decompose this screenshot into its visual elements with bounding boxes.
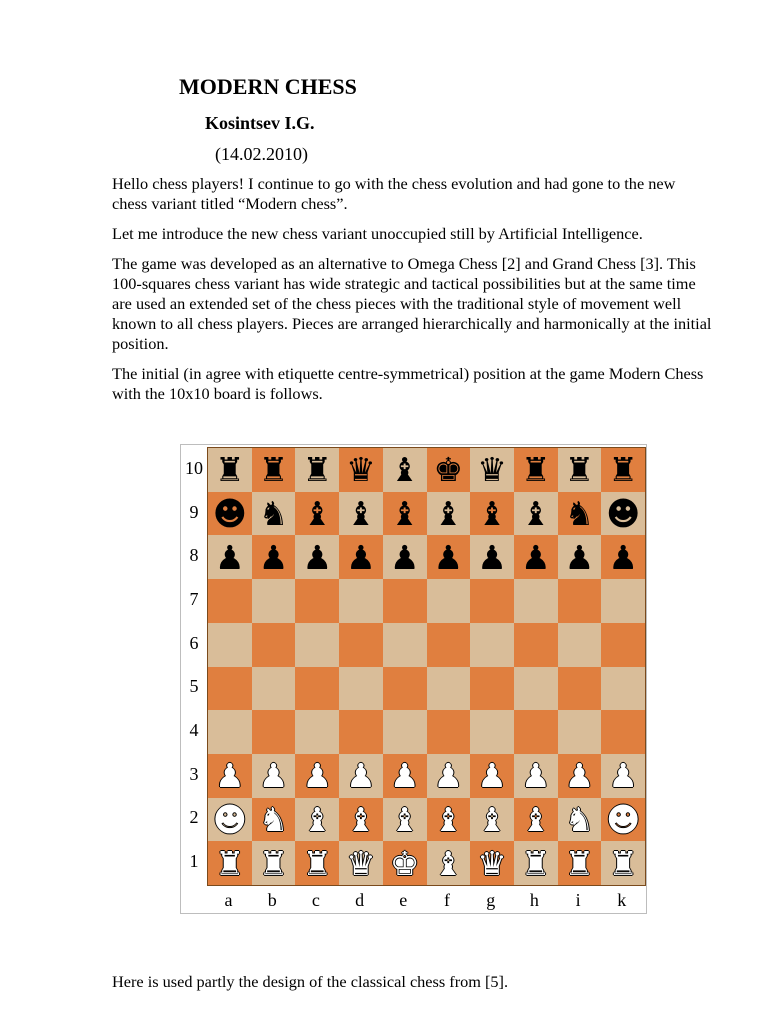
document-title: MODERN CHESS	[179, 74, 357, 99]
document-date: (14.02.2010)	[215, 144, 308, 164]
rank-label: 8	[189, 545, 199, 566]
black-chancellor-icon: ♜	[258, 450, 289, 490]
white-pawn-icon: ♟	[346, 756, 376, 796]
file-label: f	[444, 890, 450, 910]
square-k8[interactable]	[601, 535, 645, 579]
square-c8[interactable]	[295, 535, 339, 579]
square-a7[interactable]	[208, 579, 252, 623]
white-bishop-icon: ♝	[520, 799, 551, 839]
square-g5[interactable]	[470, 667, 514, 711]
square-c10[interactable]	[295, 448, 339, 492]
square-h4[interactable]	[514, 710, 558, 754]
white-chancellor-icon: ♜	[564, 843, 595, 883]
white-fool-icon: ☻	[605, 799, 641, 839]
square-b7[interactable]	[252, 579, 296, 623]
square-b1[interactable]	[252, 841, 296, 885]
black-pawn-icon: ♟	[215, 537, 245, 577]
square-e3[interactable]	[383, 754, 427, 798]
square-h2[interactable]	[514, 798, 558, 842]
square-c2[interactable]	[295, 798, 339, 842]
square-g10[interactable]	[470, 448, 514, 492]
square-d3[interactable]	[339, 754, 383, 798]
white-pawn-icon: ♟	[564, 756, 595, 796]
square-i2[interactable]	[558, 798, 602, 842]
square-b6[interactable]	[252, 623, 296, 667]
white-rook-icon: ♜	[302, 843, 333, 883]
white-rook-icon: ♜	[520, 843, 551, 883]
square-b3[interactable]	[252, 754, 296, 798]
square-h7[interactable]	[514, 579, 558, 623]
square-a9[interactable]	[208, 492, 252, 536]
square-e1[interactable]	[383, 841, 427, 885]
white-queen-icon: ♛	[477, 843, 507, 883]
square-e5[interactable]	[383, 667, 427, 711]
paragraph-initial-position: The initial (in agree with etiquette centre-symmetrical) position at the game Modern Chess with the 10x10 board is follows.	[112, 364, 704, 403]
square-f7[interactable]	[427, 579, 471, 623]
square-f8[interactable]	[427, 535, 471, 579]
black-pawn-icon: ♟	[433, 537, 464, 577]
square-f10[interactable]	[427, 448, 471, 492]
white-chancellor-icon: ♜	[258, 843, 289, 883]
square-c6[interactable]	[295, 623, 339, 667]
square-c1[interactable]	[295, 841, 339, 885]
author-name: Kosintsev I.G.	[205, 113, 315, 133]
square-h5[interactable]	[514, 667, 558, 711]
square-c7[interactable]	[295, 579, 339, 623]
black-rook-icon: ♜	[520, 450, 551, 490]
square-h1[interactable]	[514, 841, 558, 885]
white-knight-icon: ♞	[258, 799, 289, 839]
white-pawn-icon: ♟	[389, 756, 420, 796]
white-archbishop-icon: ♝	[346, 799, 376, 839]
square-a1[interactable]	[208, 841, 252, 885]
black-pawn-icon: ♟	[477, 537, 507, 577]
square-b10[interactable]	[252, 448, 296, 492]
black-queen-icon: ♛	[477, 450, 507, 490]
square-d10[interactable]	[339, 448, 383, 492]
square-e9[interactable]	[383, 492, 427, 536]
square-k4[interactable]	[601, 710, 645, 754]
rank-label: 6	[189, 632, 199, 653]
black-bishop-icon: ♝	[520, 494, 551, 534]
black-archbishop-icon: ♝	[477, 494, 507, 534]
black-bishop-icon: ♝	[302, 494, 333, 534]
file-label: d	[355, 890, 365, 910]
rank-label: 2	[189, 807, 199, 828]
square-b8[interactable]	[252, 535, 296, 579]
white-pawn-icon: ♟	[302, 756, 333, 796]
square-k1[interactable]	[601, 841, 645, 885]
square-d2[interactable]	[339, 798, 383, 842]
paragraph-introduce: Let me introduce the new chess variant unoccupied still by Artificial Intelligence.	[112, 224, 643, 243]
white-pawn-icon: ♟	[477, 756, 507, 796]
black-rook-icon: ♜	[215, 450, 245, 490]
file-label: h	[529, 890, 539, 910]
white-bishop-icon: ♝	[302, 799, 333, 839]
square-i3[interactable]	[558, 754, 602, 798]
square-d7[interactable]	[339, 579, 383, 623]
black-pawn-icon: ♟	[258, 537, 289, 577]
square-i8[interactable]	[558, 535, 602, 579]
square-i4[interactable]	[558, 710, 602, 754]
black-king-icon: ♚	[433, 450, 464, 490]
square-e2[interactable]	[383, 798, 427, 842]
black-pawn-icon: ♟	[520, 537, 551, 577]
file-label: k	[617, 890, 627, 910]
black-archbishop-icon: ♝	[346, 494, 376, 534]
black-knight-icon: ♞	[564, 494, 595, 534]
square-k6[interactable]	[601, 623, 645, 667]
rank-label: 4	[189, 720, 199, 741]
square-c5[interactable]	[295, 667, 339, 711]
square-d5[interactable]	[339, 667, 383, 711]
file-label: i	[575, 890, 581, 910]
black-pawn-icon: ♟	[389, 537, 420, 577]
file-label: a	[224, 890, 233, 910]
square-i5[interactable]	[558, 667, 602, 711]
square-a5[interactable]	[208, 667, 252, 711]
chess-board	[207, 447, 646, 886]
square-f9[interactable]	[427, 492, 471, 536]
square-h3[interactable]	[514, 754, 558, 798]
square-a10[interactable]	[208, 448, 252, 492]
rank-label: 7	[189, 588, 199, 609]
white-pawn-icon: ♟	[433, 756, 464, 796]
paragraph-footer: Here is used partly the design of the classical chess from [5].	[112, 972, 509, 991]
square-k5[interactable]	[601, 667, 645, 711]
square-b2[interactable]	[252, 798, 296, 842]
white-pawn-icon: ♟	[215, 756, 245, 796]
white-queen-icon: ♛	[346, 843, 376, 883]
white-rook-icon: ♜	[215, 843, 245, 883]
square-e4[interactable]	[383, 710, 427, 754]
square-g9[interactable]	[470, 492, 514, 536]
white-wizard-icon: ♝	[389, 799, 420, 839]
square-e7[interactable]	[383, 579, 427, 623]
file-label: c	[311, 890, 320, 910]
square-i10[interactable]	[558, 448, 602, 492]
square-c3[interactable]	[295, 754, 339, 798]
white-fool-icon: ☻	[212, 799, 248, 839]
black-pawn-icon: ♟	[564, 537, 595, 577]
square-a3[interactable]	[208, 754, 252, 798]
square-e6[interactable]	[383, 623, 427, 667]
black-knight-icon: ♞	[258, 494, 289, 534]
square-a6[interactable]	[208, 623, 252, 667]
square-c9[interactable]	[295, 492, 339, 536]
square-d6[interactable]	[339, 623, 383, 667]
file-label: b	[267, 890, 277, 910]
black-rook-icon: ♜	[302, 450, 333, 490]
black-fool-icon: ☻	[605, 494, 641, 534]
black-chancellor-icon: ♜	[564, 450, 595, 490]
square-k7[interactable]	[601, 579, 645, 623]
square-i9[interactable]	[558, 492, 602, 536]
black-rook-icon: ♜	[608, 450, 638, 490]
square-h9[interactable]	[514, 492, 558, 536]
white-pawn-icon: ♟	[258, 756, 289, 796]
square-e10[interactable]	[383, 448, 427, 492]
square-g6[interactable]	[470, 623, 514, 667]
file-label: e	[399, 890, 408, 910]
rank-label: 5	[189, 676, 199, 697]
square-c4[interactable]	[295, 710, 339, 754]
black-pawn-icon: ♟	[346, 537, 376, 577]
square-b9[interactable]	[252, 492, 296, 536]
black-pawn-icon: ♟	[302, 537, 333, 577]
file-label: g	[486, 890, 496, 910]
black-fool-icon: ☻	[212, 494, 248, 534]
square-g1[interactable]	[470, 841, 514, 885]
square-k3[interactable]	[601, 754, 645, 798]
square-i1[interactable]	[558, 841, 602, 885]
square-h6[interactable]	[514, 623, 558, 667]
square-g2[interactable]	[470, 798, 514, 842]
square-a2[interactable]	[208, 798, 252, 842]
white-bishop-mitre-icon: ♝	[433, 843, 464, 883]
square-h10[interactable]	[514, 448, 558, 492]
square-f1[interactable]	[427, 841, 471, 885]
paragraph-intro: Hello chess players! I continue to go with the chess evolution and had gone to the new chess variant titled “Modern chess”.	[112, 174, 676, 213]
square-k9[interactable]	[601, 492, 645, 536]
square-g8[interactable]	[470, 535, 514, 579]
black-pawn-icon: ♟	[608, 537, 638, 577]
square-f5[interactable]	[427, 667, 471, 711]
square-d8[interactable]	[339, 535, 383, 579]
black-queen-icon: ♛	[346, 450, 376, 490]
paragraph-description: The game was developed as an alternative to Omega Chess [2] and Grand Chess [3]. This 100-squares chess variant has wide strategic and tactical possibilities but at the same time are used an extended set of the chess pieces with the traditional style of movement well known to all chess players. Pieces are arranged hierarchically and harmonically at the initial position.	[112, 254, 712, 353]
square-k2[interactable]	[601, 798, 645, 842]
square-e8[interactable]	[383, 535, 427, 579]
white-pawn-icon: ♟	[608, 756, 638, 796]
square-d4[interactable]	[339, 710, 383, 754]
rank-label: 3	[189, 763, 199, 784]
black-wizard-icon: ♝	[389, 494, 420, 534]
square-g3[interactable]	[470, 754, 514, 798]
white-king-icon: ♚	[389, 843, 420, 883]
square-g4[interactable]	[470, 710, 514, 754]
white-rook-icon: ♜	[608, 843, 638, 883]
square-b5[interactable]	[252, 667, 296, 711]
square-f6[interactable]	[427, 623, 471, 667]
black-wizard-icon: ♝	[433, 494, 464, 534]
square-i6[interactable]	[558, 623, 602, 667]
rank-label: 10	[185, 457, 203, 478]
square-d9[interactable]	[339, 492, 383, 536]
square-f2[interactable]	[427, 798, 471, 842]
square-a8[interactable]	[208, 535, 252, 579]
black-bishop-mitre-icon: ♝	[389, 450, 420, 490]
square-k10[interactable]	[601, 448, 645, 492]
white-knight-icon: ♞	[564, 799, 595, 839]
square-d1[interactable]	[339, 841, 383, 885]
square-f3[interactable]	[427, 754, 471, 798]
square-h8[interactable]	[514, 535, 558, 579]
square-f4[interactable]	[427, 710, 471, 754]
rank-label: 9	[189, 501, 199, 522]
square-b4[interactable]	[252, 710, 296, 754]
white-wizard-icon: ♝	[433, 799, 464, 839]
white-pawn-icon: ♟	[520, 756, 551, 796]
rank-label: 1	[189, 851, 199, 872]
square-i7[interactable]	[558, 579, 602, 623]
square-a4[interactable]	[208, 710, 252, 754]
white-archbishop-icon: ♝	[477, 799, 507, 839]
square-g7[interactable]	[470, 579, 514, 623]
